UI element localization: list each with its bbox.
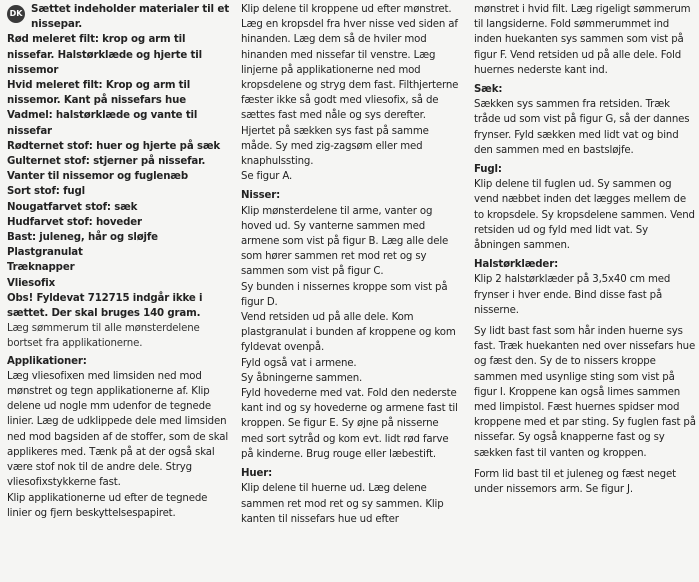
section-heading-halstorklaeder: Halstørklæder: — [474, 259, 558, 271]
nisser-text: Fyld hovederne med vat. Fold den nederste kant ind og sy hovederne og armene fast til kroppen. Se figur E. Sy øjne på nisserne med sort sytråd og kom evt. lidt rød farve på kinderne. Brug rouge eller læbestift. — [241, 388, 458, 460]
nisser-text: Vend retsiden ud på alle dele. Kom plastgranulat i bunden af kroppene og kom fyldevat ovenpå. — [241, 312, 456, 354]
section-heading-applikationer: Applikationer: — [7, 355, 87, 367]
huer-text-continued: mønstret i hvid filt. Læg rigeligt sømmerum til langsiderne. Fold sømmerummet ind inden huekanten sys sammen som vist på figur F. Vend retsiden ud på alle dele. Fold huernes nederste kant ind. — [474, 4, 691, 76]
nisser-text: Sy åbningerne sammen. — [241, 372, 363, 384]
seam-allowance-note: Læg sømmerum til alle mønsterdelene bortset fra applikationerne. — [7, 323, 200, 350]
material-item: Obs! Fyldevat 712715 indgår ikke i sættet. Der skal bruges 140 gram. — [7, 292, 203, 320]
figure-ref-a: Se figur A. — [241, 171, 293, 183]
nisser-text: Fyld også vat i armene. — [241, 357, 357, 369]
material-item: Vanter til nissemor og fuglenæb — [7, 171, 188, 183]
material-item: Hvid meleret filt: Krop og arm til nissemor. Kant på nissefars hue — [7, 80, 191, 107]
material-item: Nougatfarvet stof: sæk — [7, 201, 138, 213]
column-finishing — [474, 2, 696, 497]
material-item: Hudfarvet stof: hoveder — [7, 216, 142, 228]
material-item: Sort stof: fugl — [7, 186, 85, 198]
applikationer-text: Læg vliesofixen med limsiden ned mod mønstret og tegn applikationerne af. Klip delene ud nogle mm udenfor de tegnede linier. Læg de udklippede dele med limsiden ned mod bagsiden af de stoffer, som de skal applikeres med. Tænk på at der også skal være stof nok til de andre dele. Stryg vliesofixstykkerne fast. — [7, 370, 229, 489]
material-item: Gulternet stof: stjerner på nissefar. — [7, 156, 206, 168]
saek-text: Sækken sys sammen fra retsiden. Træk tråde ud som vist på figur G, så der dannes frynser. Fyld sækken med lidt vat og bind den sammen med en bastsløjfe. — [474, 99, 690, 156]
kroppe-text: Klip delene til kroppene ud efter mønstret. Læg en kropsdel fra hver nisse ved siden af hinanden. Læg dem så de hviler mod hinanden med nissefar til venstre. Læg linjerne på applikationerne ned mod kropsdelene og stryg dem fast. Filthjerterne fæster ikke så godt med vliesofix, så de sættes fast med nåle og sys derefter. Hjertet på sækken sys fast på samme måde. Sy med zig-zagsøm eller med knaphulssting. — [241, 4, 459, 168]
material-item: Rødternet stof: huer og hjerte på sæk — [7, 140, 221, 152]
intro-text: Sættet indeholder materialer til et nissepar. — [31, 3, 230, 31]
section-heading-saek: Sæk: — [474, 84, 503, 96]
juleneg-text: Form lid bast til et juleneg og fæst neget under nissemors arm. Se figur J. — [474, 468, 676, 496]
assembly-text: Sy lidt bast fast som hår inden huerne sys fast. Træk huekanten ned over nissefars hue og fæst den. Sy de to nissers kroppe sammen med usynlige sting som vist på figur I. Kroppene kan også limes sammen med limpistol. Fæst huernes spidser mod kroppene med et par sting. Sy fuglen fast på nissefar. Sy også knapperne fast og sy sækken fast til vanten og kroppen. — [474, 326, 696, 459]
section-heading-fugl: Fugl: — [474, 164, 502, 176]
nisser-text: Klip mønsterdelene til arme, vanter og hoved ud. Sy vanterne sammen med armene som vist på figur B. Læg alle dele som hører sammen ret mod ret og sy sammen som vist på figur C. — [241, 205, 449, 278]
material-item: Vadmel: halstørklæde og vante til nissefar — [7, 110, 198, 137]
language-badge: DK — [7, 5, 25, 23]
huer-text: Klip delene til huerne ud. Læg delene sammen ret mod ret og sy sammen. Klip kanten til nissefars hue ud efter — [241, 483, 444, 525]
section-heading-nisser: Nisser: — [241, 190, 281, 202]
halstorklaeder-text: Klip 2 halstørklæder på 3,5x40 cm med frynser i hver ende. Bind disse fast på nisserne. — [474, 274, 671, 316]
applikationer-text-2: Klip applikationerne ud efter de tegnede linier og fjern beskyttelsespapiret. — [7, 492, 208, 519]
material-item: Bast: juleneg, hår og sløjfe — [7, 232, 158, 244]
material-item: Plastgranulat — [7, 247, 83, 259]
materials-list — [7, 32, 232, 321]
column-bodies — [241, 2, 463, 527]
material-item: Rød meleret filt: krop og arm til nissefar. Halstørklæde og hjerte til nissemor — [7, 34, 202, 76]
material-item: Vliesofix — [7, 277, 55, 289]
section-heading-huer: Huer: — [241, 468, 273, 480]
material-item: Træknapper — [7, 262, 75, 274]
nisser-text: Sy bunden i nissernes kroppe som vist på figur D. — [241, 281, 448, 308]
column-materials — [7, 2, 232, 521]
fugl-text: Klip delene til fuglen ud. Sy sammen og vend næbbet inden det lægges mellem de to kropsdele. Sy kropsdelene sammen. Vend retsiden ud og fyld med lidt vat. Sy åbningen sammen. — [474, 179, 695, 252]
